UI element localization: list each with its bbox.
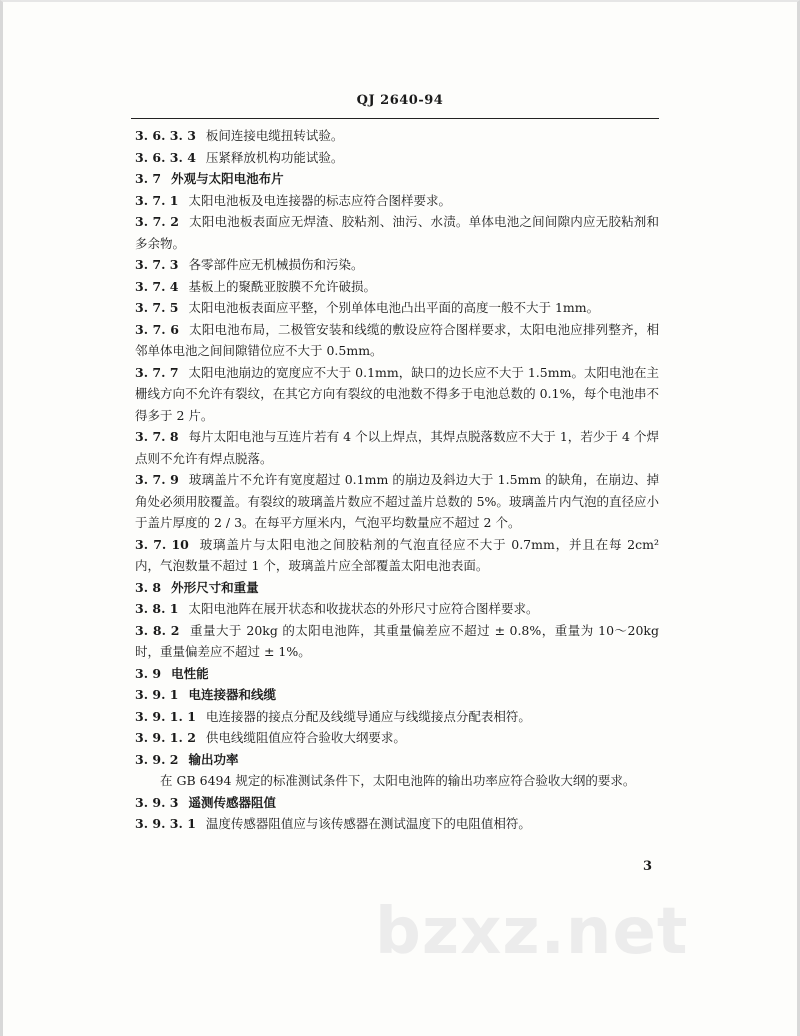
document-body (135, 125, 659, 835)
clause-number: 3. 7. 3 (135, 257, 179, 272)
clause-number: 3. 9. 3. 1 (135, 816, 196, 831)
clause-number: 3. 7 (135, 171, 162, 186)
clause-paragraph (135, 426, 659, 469)
clause-text: 在 GB 6494 规定的标准测试条件下，太阳电池阵的输出功率应符合验收大纲的要求。 (160, 773, 636, 788)
clause-text: 玻璃盖片与太阳电池之间胶粘剂的气泡直径应不大于 0.7mm，并且在每 2cm² 内，气泡数量不超过 1 个，玻璃盖片应全部覆盖太阳电池表面。 (135, 536, 659, 573)
watermark: bzxz.net (375, 895, 689, 969)
section-heading (135, 792, 659, 814)
clause-paragraph (135, 254, 659, 276)
clause-paragraph (135, 770, 659, 792)
clause-text: 太阳电池阵在展开状态和收拢状态的外形尺寸应符合图样要求。 (188, 601, 539, 616)
clause-number: 3. 9. 1. 1 (135, 708, 196, 724)
section-heading (135, 663, 659, 685)
clause-text: 板间连接电缆扭转试验。 (205, 128, 344, 143)
clause-text: 玻璃盖片不允许有宽度超过 0.1mm 的崩边及斜边大于 1.5mm 的缺角，在崩边、掉角处必须用胶覆盖。有裂纹的玻璃盖片数应不超过盖片总数的 5%。玻璃盖片内气泡的直径应小于盖片厚度的 2 / 3。在每平方厘米内，气泡平均数量应不超过 2 个。 (135, 472, 659, 530)
page-header: QJ 2640-94 (356, 93, 444, 108)
clause-paragraph (135, 125, 659, 147)
clause-number: 3. 9 (135, 665, 162, 681)
clause-text: 电连接器的接点分配及线缆导通应与线缆接点分配表相符。 (205, 708, 531, 724)
clause-text: 温度传感器阻值应与该传感器在测试温度下的电阻值相符。 (205, 816, 531, 831)
clause-text: 遥测传感器阻值 (188, 794, 277, 810)
clause-paragraph (135, 276, 659, 298)
section-heading (135, 577, 659, 599)
section-heading (135, 684, 659, 706)
clause-number: 3. 6. 3. 4 (135, 149, 196, 165)
clause-text: 太阳电池板及电连接器的标志应符合图样要求。 (188, 192, 452, 208)
clause-number: 3. 9. 2 (135, 751, 179, 767)
clause-number: 3. 7. 4 (135, 278, 179, 294)
clause-paragraph (135, 534, 659, 577)
clause-paragraph (135, 297, 659, 319)
clause-text: 太阳电池板表面应无焊渣、胶粘剂、油污、水渍。单体电池之间间隙内应无胶粘剂和多余物。 (135, 214, 659, 251)
clause-text: 基板上的聚酰亚胺膜不允许破损。 (188, 278, 377, 294)
clause-text: 外观与太阳电池布片 (171, 171, 284, 186)
clause-text: 电连接器和线缆 (188, 687, 277, 702)
header-rule (131, 118, 659, 119)
clause-number: 3. 7. 9 (135, 472, 179, 487)
clause-number: 3. 9. 3 (135, 794, 179, 810)
clause-number: 3. 8. 2 (135, 622, 180, 638)
clause-paragraph (135, 727, 659, 749)
clause-paragraph (135, 319, 659, 362)
clause-text: 供电线缆阻值应符合验收大纲要求。 (205, 730, 406, 745)
clause-text: 太阳电池布局，二极管安装和线缆的敷设应符合图样要求，太阳电池应排列整齐，相邻单体电池之间间隙错位应不大于 0.5mm。 (135, 321, 659, 358)
clause-text: 各零部件应无机械损伤和污染。 (188, 257, 364, 272)
clause-text: 电性能 (171, 665, 209, 681)
clause-text: 每片太阳电池与互连片若有 4 个以上焊点，其焊点脱落数应不大于 1，若少于 4 个焊点则不允许有焊点脱落。 (135, 429, 660, 466)
clause-text: 太阳电池崩边的宽度应不大于 0.1mm，缺口的边长应不大于 1.5mm。太阳电池在主栅线方向不允许有裂纹，在其它方向有裂纹的电池数不得多于电池总数的 0.1%，每个电池串不得多于 2 片。 (135, 364, 660, 423)
page-number: 3 (643, 859, 653, 874)
clause-paragraph (135, 813, 659, 835)
clause-number: 3. 7. 6 (135, 321, 179, 337)
clause-paragraph (135, 211, 659, 254)
clause-paragraph (135, 147, 659, 169)
clause-number: 3. 8 (135, 579, 162, 595)
section-heading (135, 749, 659, 771)
clause-number: 3. 8. 1 (135, 601, 179, 616)
clause-number: 3. 6. 3. 3 (135, 128, 196, 143)
clause-text: 压紧释放机构功能试验。 (205, 149, 344, 165)
clause-number: 3. 9. 1 (135, 687, 179, 702)
clause-number: 3. 9. 1. 2 (135, 730, 196, 745)
clause-text: 输出功率 (188, 751, 239, 767)
clause-paragraph (135, 362, 659, 427)
clause-number: 3. 7. 5 (135, 300, 179, 315)
clause-paragraph (135, 706, 659, 728)
clause-text: 重量大于 20kg 的太阳电池阵，其重量偏差应不超过 ± 0.8%，重量为 10～20kg 时，重量偏差应不超过 ± 1%。 (135, 622, 660, 659)
clause-paragraph (135, 598, 659, 620)
clause-number: 3. 7. 1 (135, 192, 179, 208)
clause-number: 3. 7. 2 (135, 214, 179, 229)
clause-text: 太阳电池板表面应平整，个别单体电池凸出平面的高度一般不大于 1mm。 (188, 300, 600, 315)
clause-number: 3. 7. 8 (135, 429, 179, 444)
clause-paragraph (135, 469, 659, 534)
clause-text: 外形尺寸和重量 (171, 579, 259, 595)
clause-number: 3. 7. 10 (135, 536, 189, 552)
clause-paragraph (135, 190, 659, 212)
section-heading (135, 168, 659, 190)
clause-paragraph (135, 620, 659, 663)
clause-number: 3. 7. 7 (135, 364, 179, 380)
